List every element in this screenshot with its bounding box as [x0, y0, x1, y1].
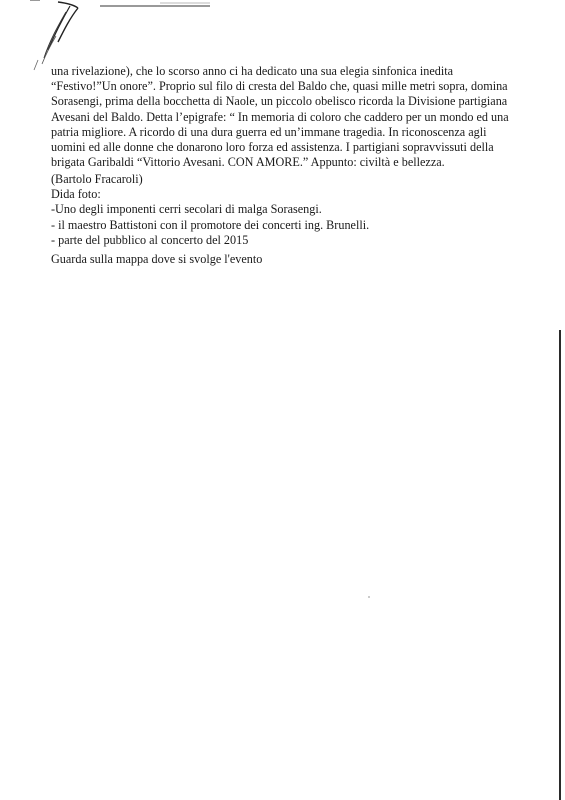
caption-item: - parte del pubblico al concerto del 2015 — [51, 232, 249, 247]
author-line: (Bartolo Fracaroli) — [51, 172, 143, 186]
article-body — [51, 64, 521, 170]
map-link[interactable]: Guarda sulla mappa dove si svolge l'evento — [51, 252, 263, 266]
byline-block — [51, 172, 521, 248]
caption-item: - il maestro Battistoni con il promotore dei concerti ing. Brunelli. — [51, 217, 370, 232]
captions-heading: Dida foto: — [51, 187, 101, 202]
article-paragraph: una rivelazione), che lo scorso anno ci ha dedicato una sua elegia sinfonica inedita “Festivo!”Un onore”. Proprio sul filo di cresta del Baldo che, quasi mille metri sopra, domina Sorasengi, prima della bocchetta di Naole, un piccolo obelisco ricorda la Divisione partigiana Avesani del Baldo. Detta l’epigrafe: “ In memoria di coloro che caddero per un mondo ed una patria migliore. A ricordo di una dura guerra ed un’immane tragedia. In riconoscenza agli uomini ed alle donne che donarono loro forza ed assistenza. I partigiani sopravvissuti della brigata Garibaldi “Vittorio Avesani. CON AMORE.” Appunto: civiltà e bellezza. — [51, 64, 509, 170]
caption-item: -Uno degli imponenti cerri secolari di malga Sorasengi. — [51, 202, 322, 217]
scan-edge-line — [559, 330, 561, 800]
scan-speck — [368, 596, 370, 598]
